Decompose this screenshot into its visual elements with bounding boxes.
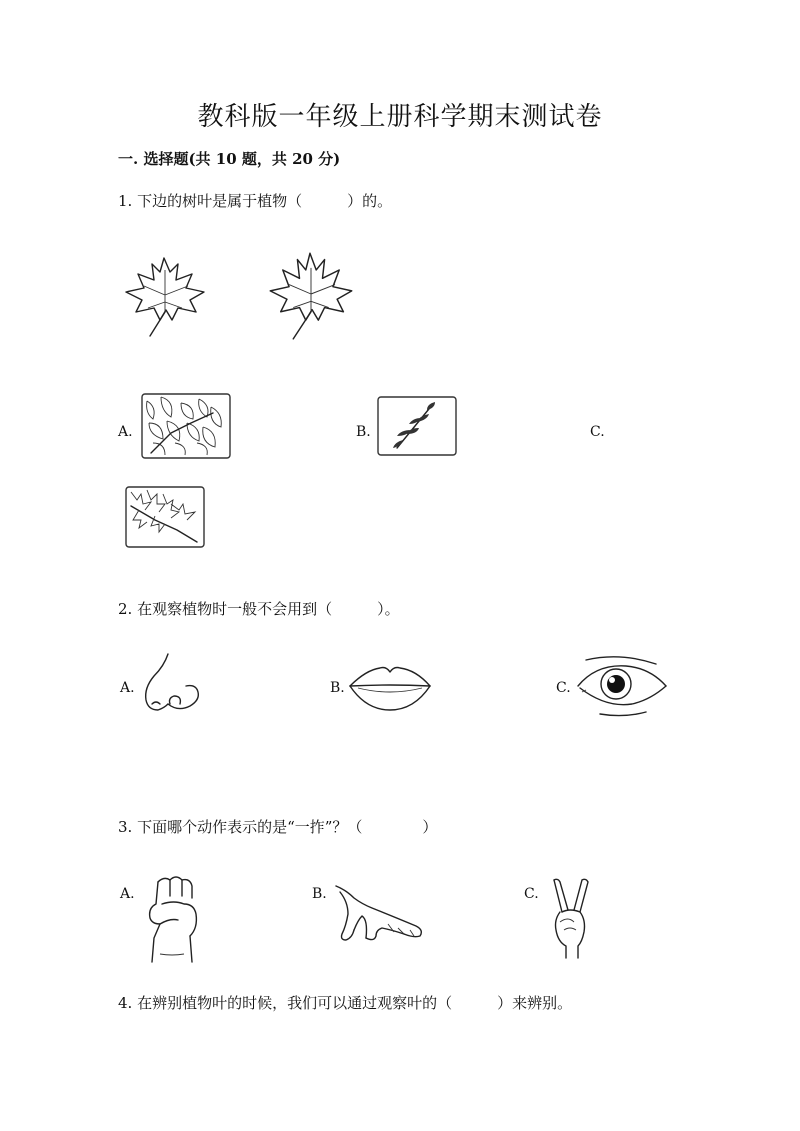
dense-leaves-picture-icon bbox=[141, 393, 231, 459]
willow-sprig-picture-icon bbox=[377, 396, 457, 456]
q2-option-a-label: A. bbox=[120, 680, 135, 696]
q2-option-c-label: C. bbox=[556, 680, 571, 696]
q3-option-c-label: C. bbox=[524, 886, 539, 902]
question-1-text: 1. 下边的树叶是属于植物（ ）的。 bbox=[118, 192, 393, 210]
question-3-text: 3. 下面哪个动作表示的是“一拃”？（ ） bbox=[118, 818, 438, 836]
nose-icon bbox=[138, 652, 204, 716]
maple-branch-picture-icon bbox=[125, 486, 205, 548]
maple-leaf-icon bbox=[120, 250, 210, 340]
q1-option-b-label: B. bbox=[356, 424, 371, 440]
q3-option-b-label: B. bbox=[312, 886, 327, 902]
section-heading: 一. 选择题(共 10 题，共 20 分) bbox=[118, 150, 341, 168]
v-sign-hand-icon bbox=[546, 876, 596, 960]
spanning-hand-icon bbox=[332, 880, 428, 946]
eye-icon bbox=[576, 656, 670, 720]
paper-title: 教科版一年级上册科学期末测试卷 bbox=[197, 102, 603, 132]
mouth-icon bbox=[346, 662, 434, 714]
maple-leaf-icon bbox=[264, 246, 358, 342]
question-4-text: 4. 在辨别植物叶的时候，我们可以通过观察叶的（ ）来辨别。 bbox=[118, 994, 573, 1012]
q1-option-a-label: A. bbox=[118, 424, 133, 440]
question-2-text: 2. 在观察植物时一般不会用到（ ）。 bbox=[118, 600, 400, 618]
q3-option-a-label: A. bbox=[120, 886, 135, 902]
q2-option-b-label: B. bbox=[330, 680, 345, 696]
q1-option-c-label: C. bbox=[590, 424, 605, 440]
fist-hand-icon bbox=[140, 874, 206, 964]
